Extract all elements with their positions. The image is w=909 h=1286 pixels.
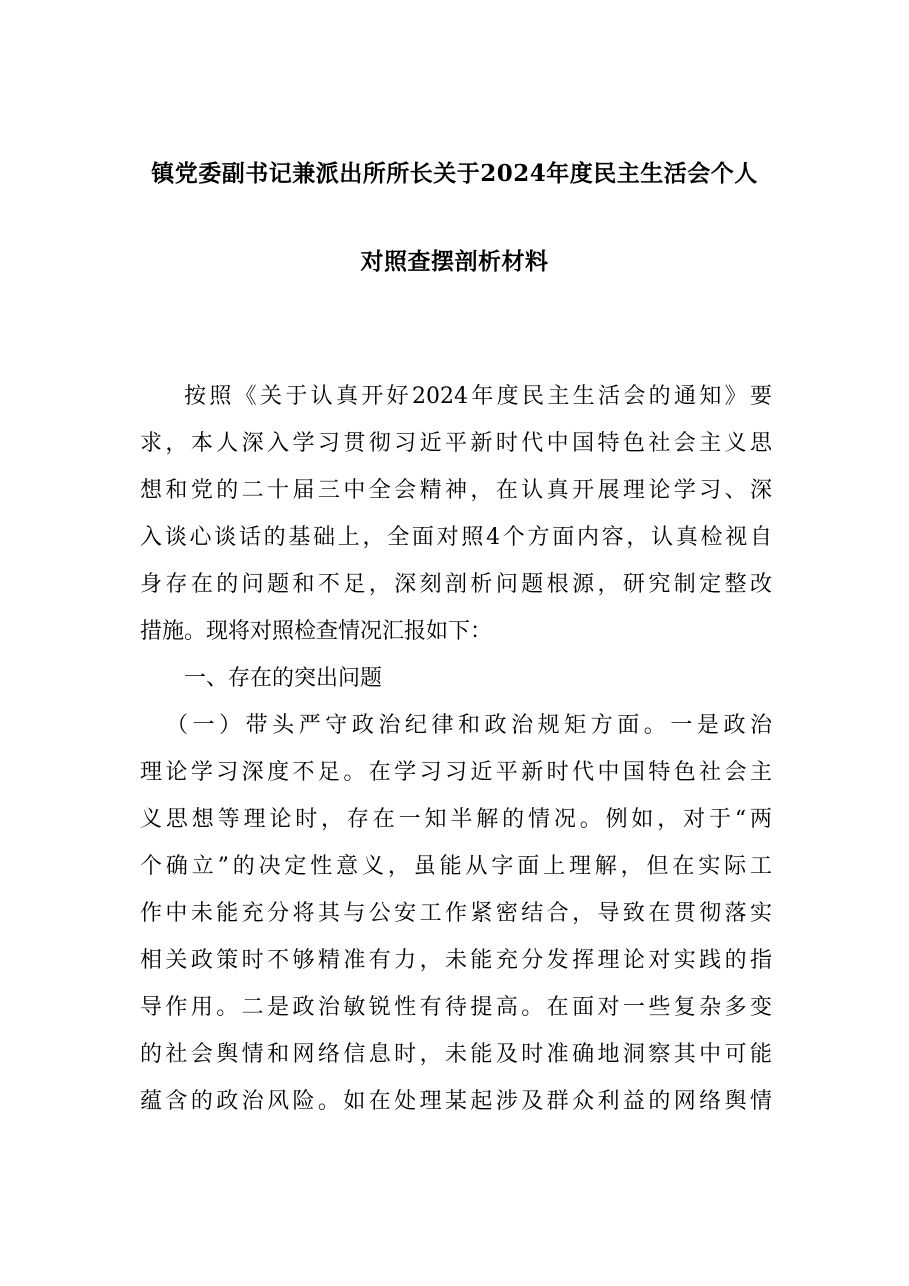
paragraph-line: 相关政策时不够精准有力，未能充分发挥理论对实践的指 xyxy=(140,948,772,973)
paragraph-line: 身存在的问题和不足，深刻剖析问题根源，研究制定整改 xyxy=(140,572,772,597)
paragraph-line: 理论学习深度不足。在学习习近平新时代中国特色社会主 xyxy=(140,760,772,785)
section-heading: 一、存在的突出问题 xyxy=(184,666,383,691)
paragraph-line: 蕴含的政治风险。如在处理某起涉及群众利益的网络舆情 xyxy=(140,1089,772,1114)
paragraph-line: （一）带头严守政治纪律和政治规矩方面。一是政治 xyxy=(166,713,772,738)
paragraph-line: 导作用。二是政治敏锐性有待提高。在面对一些复杂多变 xyxy=(140,995,772,1020)
document-body xyxy=(140,373,772,1125)
paragraph-line: 措施。现将对照检查情况汇报如下： xyxy=(140,619,493,644)
paragraph-line: 入谈心谈话的基础上，全面对照4个方面内容，认真检视自 xyxy=(140,525,772,550)
paragraph-line: 个确立”的决定性意义，虽能从字面上理解，但在实际工 xyxy=(140,854,772,879)
document-title-line-1: 镇党委副书记兼派出所所长关于2024年度民主生活会个人 xyxy=(151,160,758,187)
paragraph-line: 求，本人深入学习贯彻习近平新时代中国特色社会主义思 xyxy=(140,431,772,456)
paragraph-line: 作中未能充分将其与公安工作紧密结合，导致在贯彻落实 xyxy=(140,901,772,926)
document-title-line-2: 对照查摆剖析材料 xyxy=(360,248,549,275)
paragraph-line: 想和党的二十届三中全会精神，在认真开展理论学习、深 xyxy=(140,478,772,503)
paragraph-line: 义思想等理论时，存在一知半解的情况。例如，对于“两 xyxy=(140,807,772,832)
paragraph-line: 按照《关于认真开好2024年度民主生活会的通知》要 xyxy=(184,384,772,409)
paragraph-line: 的社会舆情和网络信息时，未能及时准确地洞察其中可能 xyxy=(140,1042,772,1067)
